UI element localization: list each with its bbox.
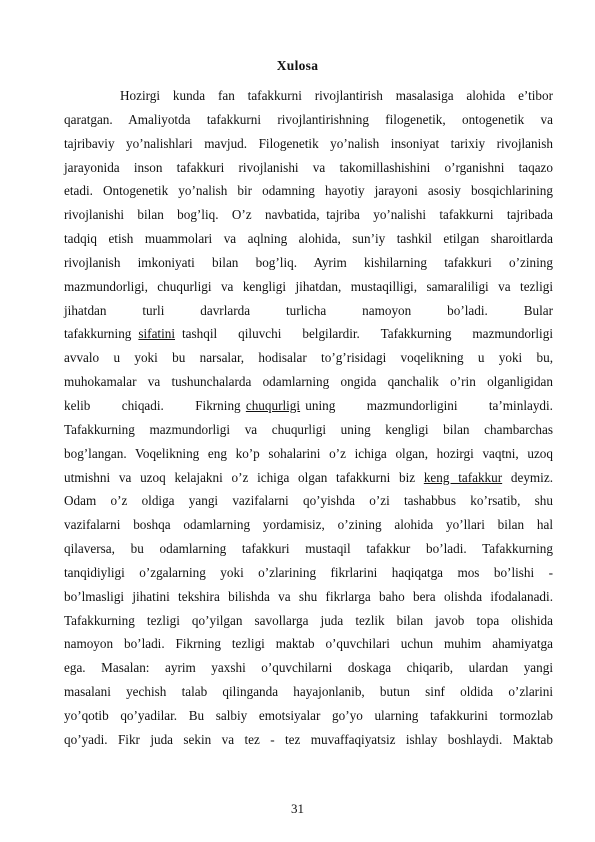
text-segment: qaratgan. Amaliyotda tafakkurni rivojlantirishning filogenetik, ontogenetik va: [64, 111, 553, 127]
text-line: [64, 203, 553, 227]
text-segment: masalani yechish talab qilinganda hayajonlanib, butun sinf oldida o’zlarini: [64, 684, 553, 700]
text-segment: uning mazmundorligini ta’minlaydi.: [300, 397, 553, 413]
page-title: Xulosa: [276, 58, 319, 73]
text-segment: Tafakkurning mazmundorligi va chuqurligi uning kengligi bilan chambarchas: [64, 421, 553, 437]
text-segment: bog’langan. Voqelikning eng ko’p sohalarini o’z ichiga olgan, hozirgi vaqtni, uzoq: [64, 445, 553, 461]
text-segment: muhokamalar va tushunchalarda odamlarning ongida qanchalik o’rin olganligidan: [64, 374, 553, 390]
text-line: [64, 84, 553, 108]
text-segment: rivojlanish imkoniyati bilan bog’liq. Ayrim kishilarning tafakkuri o’zining: [64, 254, 553, 270]
text-line: [64, 394, 553, 418]
text-line: [64, 632, 553, 656]
text-segment: qilaversa, bu odamlarning tafakkuri mustaqil tafakkur bo’ladi. Tafakkurning: [64, 541, 553, 557]
text-segment: yo’qotib qo’yadilar. Bu salbiy emotsiyalar go’yo ularning tafakkurini tormozlab: [64, 707, 553, 723]
text-line: [64, 466, 553, 490]
hyperlink[interactable]: sifatini: [138, 326, 176, 342]
text-line: [64, 227, 553, 251]
text-line: [64, 275, 553, 299]
text-segment: avvalo u yoki bu narsalar, hodisalar to’g’risidagi voqelikning u yoki bu,: [64, 350, 553, 366]
text-segment: Hozirgi kunda fan tafakkurni rivojlantirish masalasiga alohida e’tibor: [120, 88, 553, 103]
text-segment: mazmundorligi, chuqurligi va kengligi jihatdan, mustaqilligi, samaraliligi va tezligi: [64, 278, 553, 294]
text-segment: etadi. Ontogenetik yo’nalish bir odamning hayotiy jarayoni asosiy bosqichlarining: [64, 183, 553, 199]
text-line: [64, 728, 553, 752]
hyperlink[interactable]: keng tafakkur: [423, 469, 503, 485]
text-line: [64, 442, 553, 466]
text-line: [64, 561, 553, 585]
body-paragraph: [64, 84, 553, 752]
hyperlink[interactable]: chuqurligi: [245, 397, 301, 413]
text-segment: utmishni va uzoq kelajakni o’z ichiga olgan tafakkurni biz: [64, 469, 424, 485]
text-segment: tanqidiyligi o’zgalarning yoki o’zlarining fikrlarini haqiqatga mos bo’lishi -: [64, 564, 553, 580]
text-segment: ega. Masalan: ayrim yaxshi o’quvchilarni doskaga chiqarib, ulardan yangi: [64, 660, 553, 676]
text-segment: tashqil qiluvchi belgilardir. Tafakkurning mazmundorligi: [175, 326, 553, 342]
text-line: [64, 370, 553, 394]
text-line: [64, 251, 553, 275]
text-line: [64, 322, 553, 346]
text-segment: jihatdan turli davrlarda turlicha namoyon bo’ladi. Bular: [64, 302, 553, 318]
text-line: [64, 656, 553, 680]
text-segment: jarayonida inson tafakkuri rivojlanishi va takomillashishini o’rganishni taqazo: [64, 159, 553, 175]
text-segment: Tafakkurning tezligi qo’yilgan savollarga juda tezlik bilan javob topa olishida: [64, 612, 553, 628]
text-segment: tadqiq etish muammolari va aqlning alohida, sun’iy tashkil etilgan sharoitlarda: [64, 231, 553, 247]
text-line: [64, 418, 553, 442]
text-line: [64, 108, 553, 132]
text-segment: tajribaviy yo’nalishlari mavjud. Filogenetik yo’nalish insoniyat tarixiy rivojlanish: [64, 135, 553, 151]
text-line: [64, 513, 553, 537]
text-line: [64, 179, 553, 203]
text-segment: kelib chiqadi. Fikrning: [64, 397, 246, 413]
text-segment: bo’lmasligi jihatini tekshira bilishda va shu fikrlarga baho bera olishda ifodalanadi.: [64, 588, 553, 604]
text-segment: namoyon bo’ladi. Fikrning tezligi maktab o’quvchilari uchun muhim ahamiyatga: [64, 636, 553, 652]
text-line: [64, 609, 553, 633]
text-line: [64, 585, 553, 609]
text-segment: tafakkurning: [64, 326, 139, 342]
text-line: [64, 346, 553, 370]
text-segment: vazifalarni boshqa odamlarning yordamisiz, o’zining alohida yo’llari bilan hal: [64, 517, 553, 533]
text-segment: deymiz.: [502, 469, 553, 485]
text-line: [64, 537, 553, 561]
text-line: [64, 299, 553, 323]
text-line: [64, 489, 553, 513]
text-segment: rivojlanishi bilan bog’liq. O’z navbatida, tajriba yo’nalishi tafakkurni tajribada: [64, 207, 553, 223]
text-line: [64, 704, 553, 728]
text-line: [64, 132, 553, 156]
text-segment: Odam o’z oldiga yangi vazifalarni qo’yishda o’zi tashabbus ko’rsatib, shu: [64, 493, 553, 509]
text-line: [64, 156, 553, 180]
page-number: 31: [291, 801, 304, 816]
text-segment: qo’yadi. Fikr juda sekin va tez - tez muvaffaqiyatsiz ishlay boshlaydi. Maktab: [64, 731, 553, 747]
text-line: [64, 680, 553, 704]
